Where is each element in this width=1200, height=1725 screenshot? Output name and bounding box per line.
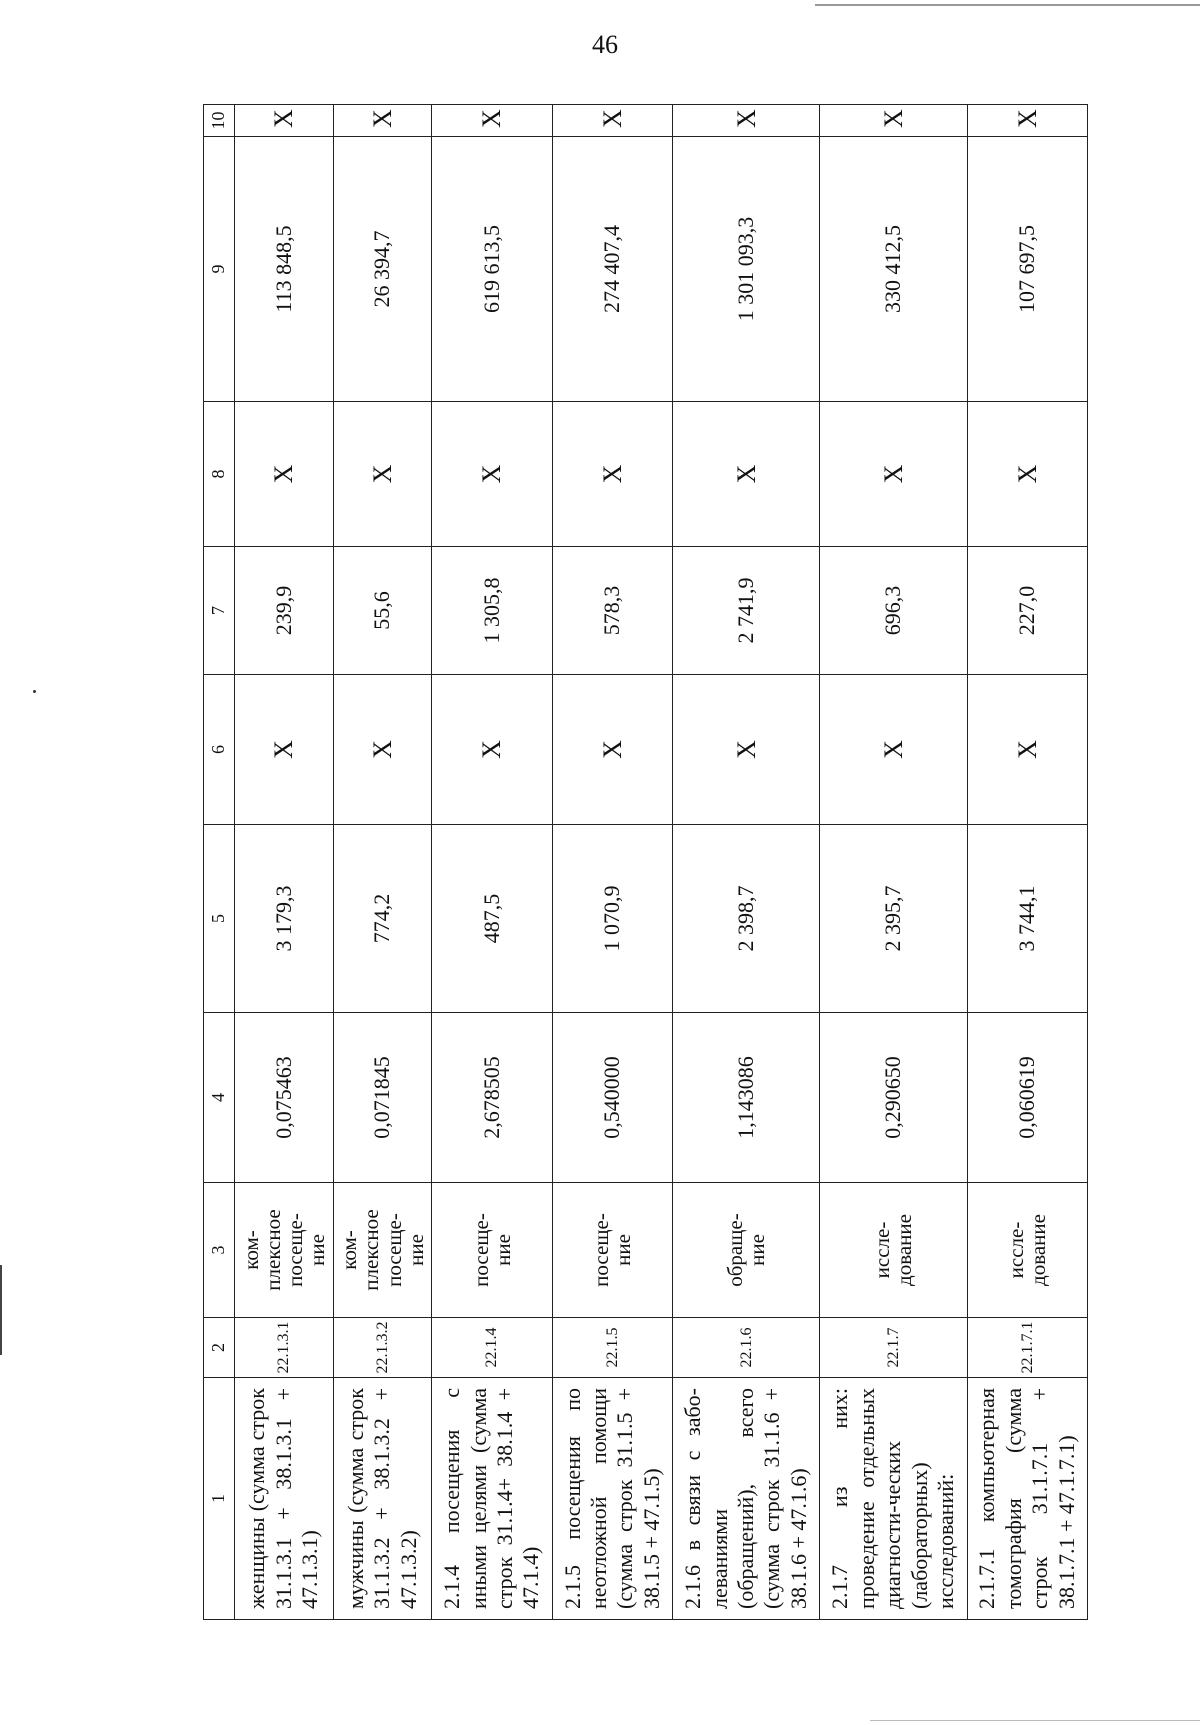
table-row — [820, 105, 967, 1620]
row-code: 22.1.3.2 — [333, 1318, 432, 1378]
value-col-6: X — [820, 675, 967, 825]
value-col-7: 227,0 — [967, 547, 1087, 675]
value-col-9: 26 394,7 — [333, 137, 432, 402]
unit-of-measure: иссле- дование — [967, 1183, 1087, 1318]
value-col-9: 107 697,5 — [967, 137, 1087, 402]
value-col-4: 0,540000 — [552, 1013, 672, 1183]
column-header: 6 — [204, 675, 235, 825]
value-col-9: 274 407,4 — [552, 137, 672, 402]
unit-of-measure: посеще- ние — [432, 1183, 552, 1318]
value-col-5: 3 179,3 — [235, 825, 334, 1013]
value-col-5: 487,5 — [432, 825, 552, 1013]
value-col-8: X — [673, 402, 820, 547]
scan-edge-mark — [0, 1265, 2, 1355]
value-col-5: 2 395,7 — [820, 825, 967, 1013]
page-number: 46 — [592, 30, 618, 59]
data-table — [203, 104, 1088, 1620]
column-header: 2 — [204, 1318, 235, 1378]
column-header: 7 — [204, 547, 235, 675]
value-col-8: X — [432, 402, 552, 547]
table-row — [432, 105, 552, 1620]
value-col-9: 330 412,5 — [820, 137, 967, 402]
column-header: 3 — [204, 1183, 235, 1318]
value-col-8: X — [967, 402, 1087, 547]
value-col-4: 0,071845 — [333, 1013, 432, 1183]
value-col-9: 113 848,5 — [235, 137, 334, 402]
row-code: 22.1.7.1 — [967, 1318, 1087, 1378]
value-col-8: X — [333, 402, 432, 547]
column-header: 1 — [204, 1378, 235, 1620]
table-row — [333, 105, 432, 1620]
row-description: мужчины (сумма строк 31.1.3.2 + 38.1.3.2 + 47.1.3.2) — [333, 1378, 432, 1620]
value-col-10: X — [552, 105, 672, 137]
value-col-6: X — [235, 675, 334, 825]
value-col-6: X — [552, 675, 672, 825]
value-col-5: 774,2 — [333, 825, 432, 1013]
column-number-row — [204, 105, 235, 1620]
value-col-5: 1 070,9 — [552, 825, 672, 1013]
row-description: 2.1.5 посещения по неотложной помощи (сумма строк 31.1.5 + 38.1.5 + 47.1.5) — [552, 1378, 672, 1620]
value-col-4: 2,678505 — [432, 1013, 552, 1183]
row-code: 22.1.6 — [673, 1318, 820, 1378]
value-col-7: 2 741,9 — [673, 547, 820, 675]
column-header: 4 — [204, 1013, 235, 1183]
table-row — [552, 105, 672, 1620]
row-code: 22.1.3.1 — [235, 1318, 334, 1378]
row-description: 2.1.7.1 компьютерная томография (сумма строк 31.1.7.1 + 38.1.7.1 + 47.1.7.1) — [967, 1378, 1087, 1620]
row-description: женщины (сумма строк 31.1.3.1 + 38.1.3.1 + 47.1.3.1) — [235, 1378, 334, 1620]
value-col-4: 0,060619 — [967, 1013, 1087, 1183]
value-col-6: X — [967, 675, 1087, 825]
row-code: 22.1.7 — [820, 1318, 967, 1378]
value-col-7: 696,3 — [820, 547, 967, 675]
value-col-4: 1,143086 — [673, 1013, 820, 1183]
value-col-10: X — [432, 105, 552, 137]
column-header: 8 — [204, 402, 235, 547]
row-description: 2.1.4 посещения с иными целями (сумма строк 31.1.4+ 38.1.4 + 47.1.4) — [432, 1378, 552, 1620]
row-description: 2.1.6 в связи с забо-леваниями (обращений), всего (сумма строк 31.1.6 + 38.1.6 + 47.1.6) — [673, 1378, 820, 1620]
value-col-5: 3 744,1 — [967, 825, 1087, 1013]
unit-of-measure: посеще- ние — [552, 1183, 672, 1318]
value-col-7: 578,3 — [552, 547, 672, 675]
value-col-10: X — [967, 105, 1087, 137]
value-col-10: X — [235, 105, 334, 137]
value-col-6: X — [673, 675, 820, 825]
unit-of-measure: ком- плексное посеще- ние — [235, 1183, 334, 1318]
table-row — [673, 105, 820, 1620]
unit-of-measure: ком- плексное посеще- ние — [333, 1183, 432, 1318]
top-edge-rule — [815, 4, 1200, 6]
column-header: 5 — [204, 825, 235, 1013]
value-col-10: X — [820, 105, 967, 137]
value-col-6: X — [432, 675, 552, 825]
value-col-4: 0,290650 — [820, 1013, 967, 1183]
value-col-7: 239,9 — [235, 547, 334, 675]
value-col-6: X — [333, 675, 432, 825]
value-col-9: 619 613,5 — [432, 137, 552, 402]
column-header: 10 — [204, 105, 235, 137]
unit-of-measure: иссле- дование — [820, 1183, 967, 1318]
value-col-10: X — [333, 105, 432, 137]
scan-speck — [33, 690, 36, 693]
value-col-10: X — [673, 105, 820, 137]
row-description: 2.1.7 из них: проведение отдельных диагности-ческих (лабораторных) исследований: — [820, 1378, 967, 1620]
unit-of-measure: обраще- ние — [673, 1183, 820, 1318]
table-row — [967, 105, 1087, 1620]
value-col-5: 2 398,7 — [673, 825, 820, 1013]
bottom-edge-rule — [870, 1720, 1200, 1721]
column-header: 9 — [204, 137, 235, 402]
rotated-table-frame — [203, 105, 1088, 1620]
row-code: 22.1.5 — [552, 1318, 672, 1378]
value-col-8: X — [235, 402, 334, 547]
table-row — [235, 105, 334, 1620]
value-col-8: X — [552, 402, 672, 547]
value-col-9: 1 301 093,3 — [673, 137, 820, 402]
value-col-4: 0,075463 — [235, 1013, 334, 1183]
value-col-7: 1 305,8 — [432, 547, 552, 675]
row-code: 22.1.4 — [432, 1318, 552, 1378]
value-col-7: 55,6 — [333, 547, 432, 675]
value-col-8: X — [820, 402, 967, 547]
table-body — [235, 105, 1088, 1620]
